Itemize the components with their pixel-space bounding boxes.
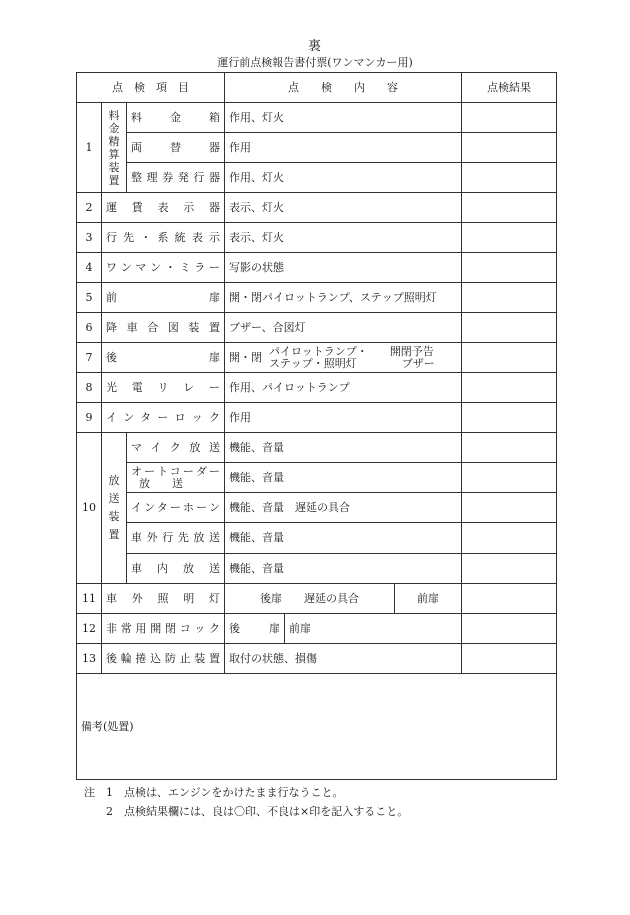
group-label-char: 送 bbox=[108, 492, 120, 506]
group-label-broadcast bbox=[102, 433, 127, 583]
item-content: 機能、音量 bbox=[225, 553, 462, 583]
item-name: 光 電 リ レ ー bbox=[102, 373, 225, 403]
item-name: 車 内 放 送 bbox=[127, 553, 225, 583]
result-cell[interactable] bbox=[462, 223, 557, 253]
item-name-front-door bbox=[102, 283, 225, 313]
item-content: ブザー、合図灯 bbox=[225, 313, 462, 343]
item-name-rear-door bbox=[102, 343, 225, 373]
row-number: 1 bbox=[77, 103, 102, 193]
column-header-content: 点 検 内 容 bbox=[225, 73, 462, 103]
item-name: ワンマン・ミラー bbox=[102, 253, 225, 283]
item-content: 作用、灯火 bbox=[225, 163, 462, 193]
row-number: 6 bbox=[77, 313, 102, 343]
row-number: 5 bbox=[77, 283, 102, 313]
group-label-char: 置 bbox=[108, 173, 120, 187]
item-name-part: 後 bbox=[106, 351, 117, 365]
result-cell[interactable] bbox=[462, 463, 557, 493]
item-name: 後輪捲込防止装置 bbox=[102, 643, 225, 673]
result-cell[interactable] bbox=[462, 343, 557, 373]
table-row bbox=[77, 643, 557, 673]
item-content: 表示、灯火 bbox=[225, 193, 462, 223]
item-content: 写影の状態 bbox=[225, 253, 462, 283]
row-number: 9 bbox=[77, 403, 102, 433]
result-cell[interactable] bbox=[462, 403, 557, 433]
result-cell[interactable] bbox=[462, 373, 557, 403]
item-name-two-line bbox=[127, 463, 225, 493]
group-label-text bbox=[106, 474, 122, 541]
table-row bbox=[77, 613, 557, 643]
item-name: 両 替 器 bbox=[127, 133, 225, 163]
content-part: パイロットランプ・ bbox=[269, 344, 368, 358]
item-name: 運 賃 表 示 器 bbox=[102, 193, 225, 223]
table-row bbox=[77, 493, 557, 523]
note-number: 1 bbox=[106, 786, 113, 799]
result-cell[interactable] bbox=[462, 283, 557, 313]
note-text: 点検は、エンジンをかけたまま行なうこと。 bbox=[124, 786, 344, 799]
result-cell[interactable] bbox=[462, 643, 557, 673]
note-line bbox=[84, 802, 408, 821]
note-text: 点検結果欄には、良は〇印、不良は×印を記入すること。 bbox=[124, 805, 409, 818]
item-name: インターロック bbox=[102, 403, 225, 433]
item-content-front: 前扉 bbox=[395, 583, 462, 613]
content-part: ステップ・照明灯 bbox=[269, 356, 357, 370]
form-title: 運行前点検報告書付票(ワンマンカー用) bbox=[217, 56, 413, 69]
item-content: 作用 bbox=[225, 403, 462, 433]
item-content bbox=[225, 343, 462, 373]
item-content: 機能、音量 bbox=[225, 523, 462, 553]
item-name-part: 前 bbox=[106, 291, 117, 305]
item-content: 機能、音量 bbox=[225, 463, 462, 493]
table-row bbox=[77, 103, 557, 133]
row-number: 10 bbox=[77, 433, 102, 583]
item-content-rear: 後 扉 bbox=[225, 613, 285, 643]
page-side-label: 裏 bbox=[307, 39, 322, 54]
notes bbox=[84, 783, 408, 821]
result-cell[interactable] bbox=[462, 133, 557, 163]
row-number: 4 bbox=[77, 253, 102, 283]
table-row bbox=[77, 283, 557, 313]
result-cell[interactable] bbox=[462, 613, 557, 643]
remarks-row bbox=[77, 673, 557, 779]
note-number: 2 bbox=[106, 805, 113, 818]
item-content: 作用 bbox=[225, 133, 462, 163]
result-cell[interactable] bbox=[462, 103, 557, 133]
item-name-line: オートコーダー bbox=[131, 464, 221, 478]
result-cell[interactable] bbox=[462, 193, 557, 223]
table-row bbox=[77, 583, 557, 613]
row-number: 13 bbox=[77, 643, 102, 673]
row-number: 2 bbox=[77, 193, 102, 223]
result-cell[interactable] bbox=[462, 583, 557, 613]
item-content: 作用、灯火 bbox=[225, 103, 462, 133]
table-row bbox=[77, 463, 557, 493]
table-row bbox=[77, 223, 557, 253]
group-label-char: 放 bbox=[108, 474, 120, 488]
item-name-part: 扉 bbox=[209, 351, 221, 365]
result-cell[interactable] bbox=[462, 553, 557, 583]
item-name: 料 金 箱 bbox=[127, 103, 225, 133]
content-part: ブザー bbox=[401, 356, 435, 370]
item-content-rear: 後扉 遅延の具合 bbox=[225, 583, 395, 613]
group-label-fare-settlement bbox=[102, 103, 127, 193]
item-content: 機能、音量 遅延の具合 bbox=[225, 493, 462, 523]
table-row bbox=[77, 343, 557, 373]
result-cell[interactable] bbox=[462, 253, 557, 283]
group-label-char: 金 bbox=[108, 121, 120, 135]
notes-label: 注 bbox=[84, 786, 95, 799]
result-cell[interactable] bbox=[462, 523, 557, 553]
item-content: 作用、パイロットランプ bbox=[225, 373, 462, 403]
row-number: 3 bbox=[77, 223, 102, 253]
row-number: 11 bbox=[77, 583, 102, 613]
item-content-front: 前扉 bbox=[285, 613, 462, 643]
item-name: 整理券発行器 bbox=[127, 163, 225, 193]
content-part: 開閉予告 bbox=[389, 344, 434, 358]
table-row bbox=[77, 253, 557, 283]
result-cell[interactable] bbox=[462, 433, 557, 463]
item-name: 車 外 照 明 灯 bbox=[102, 583, 225, 613]
group-label-char: 算 bbox=[108, 147, 120, 161]
inspection-table bbox=[76, 72, 557, 780]
item-content: 表示、灯火 bbox=[225, 223, 462, 253]
column-header-result: 点検結果 bbox=[462, 73, 557, 103]
header-row bbox=[77, 73, 557, 103]
table-row bbox=[77, 373, 557, 403]
column-header-item: 点 検 項 目 bbox=[77, 73, 225, 103]
note-line bbox=[84, 783, 408, 802]
row-number: 7 bbox=[77, 343, 102, 373]
table-row bbox=[77, 553, 557, 583]
item-content: 開・閉パイロットランプ、ステップ照明灯 bbox=[225, 283, 462, 313]
item-content: 機能、音量 bbox=[225, 433, 462, 463]
item-name: インターホーン bbox=[127, 493, 225, 523]
item-name: 降車合図装置 bbox=[102, 313, 225, 343]
remarks-label: 備考(処置) bbox=[81, 719, 134, 733]
table-row bbox=[77, 313, 557, 343]
table-row bbox=[77, 523, 557, 553]
item-name: マイク放送 bbox=[127, 433, 225, 463]
group-label-char: 置 bbox=[108, 528, 120, 542]
item-name: 非常用開閉コック bbox=[102, 613, 225, 643]
remarks-field[interactable] bbox=[77, 673, 557, 779]
table-row bbox=[77, 403, 557, 433]
result-cell[interactable] bbox=[462, 163, 557, 193]
result-cell[interactable] bbox=[462, 493, 557, 523]
row-number: 12 bbox=[77, 613, 102, 643]
table-row bbox=[77, 433, 557, 463]
item-name-part: 扉 bbox=[209, 291, 221, 305]
content-part: 開・閉 bbox=[229, 351, 263, 365]
group-label-char: 装 bbox=[108, 510, 120, 524]
item-content: 取付の状態、損傷 bbox=[225, 643, 462, 673]
group-label-char: 精 bbox=[108, 134, 120, 148]
item-name: 車外行先放送 bbox=[127, 523, 225, 553]
table-row bbox=[77, 193, 557, 223]
item-name: 行先・系統表示 bbox=[102, 223, 225, 253]
table-row bbox=[77, 163, 557, 193]
table-row bbox=[77, 133, 557, 163]
group-label-char: 装 bbox=[108, 160, 120, 174]
group-label-text bbox=[106, 109, 122, 187]
row-number: 8 bbox=[77, 373, 102, 403]
item-name-line: 放 送 bbox=[139, 476, 183, 490]
result-cell[interactable] bbox=[462, 313, 557, 343]
group-label-char: 料 bbox=[108, 108, 120, 122]
